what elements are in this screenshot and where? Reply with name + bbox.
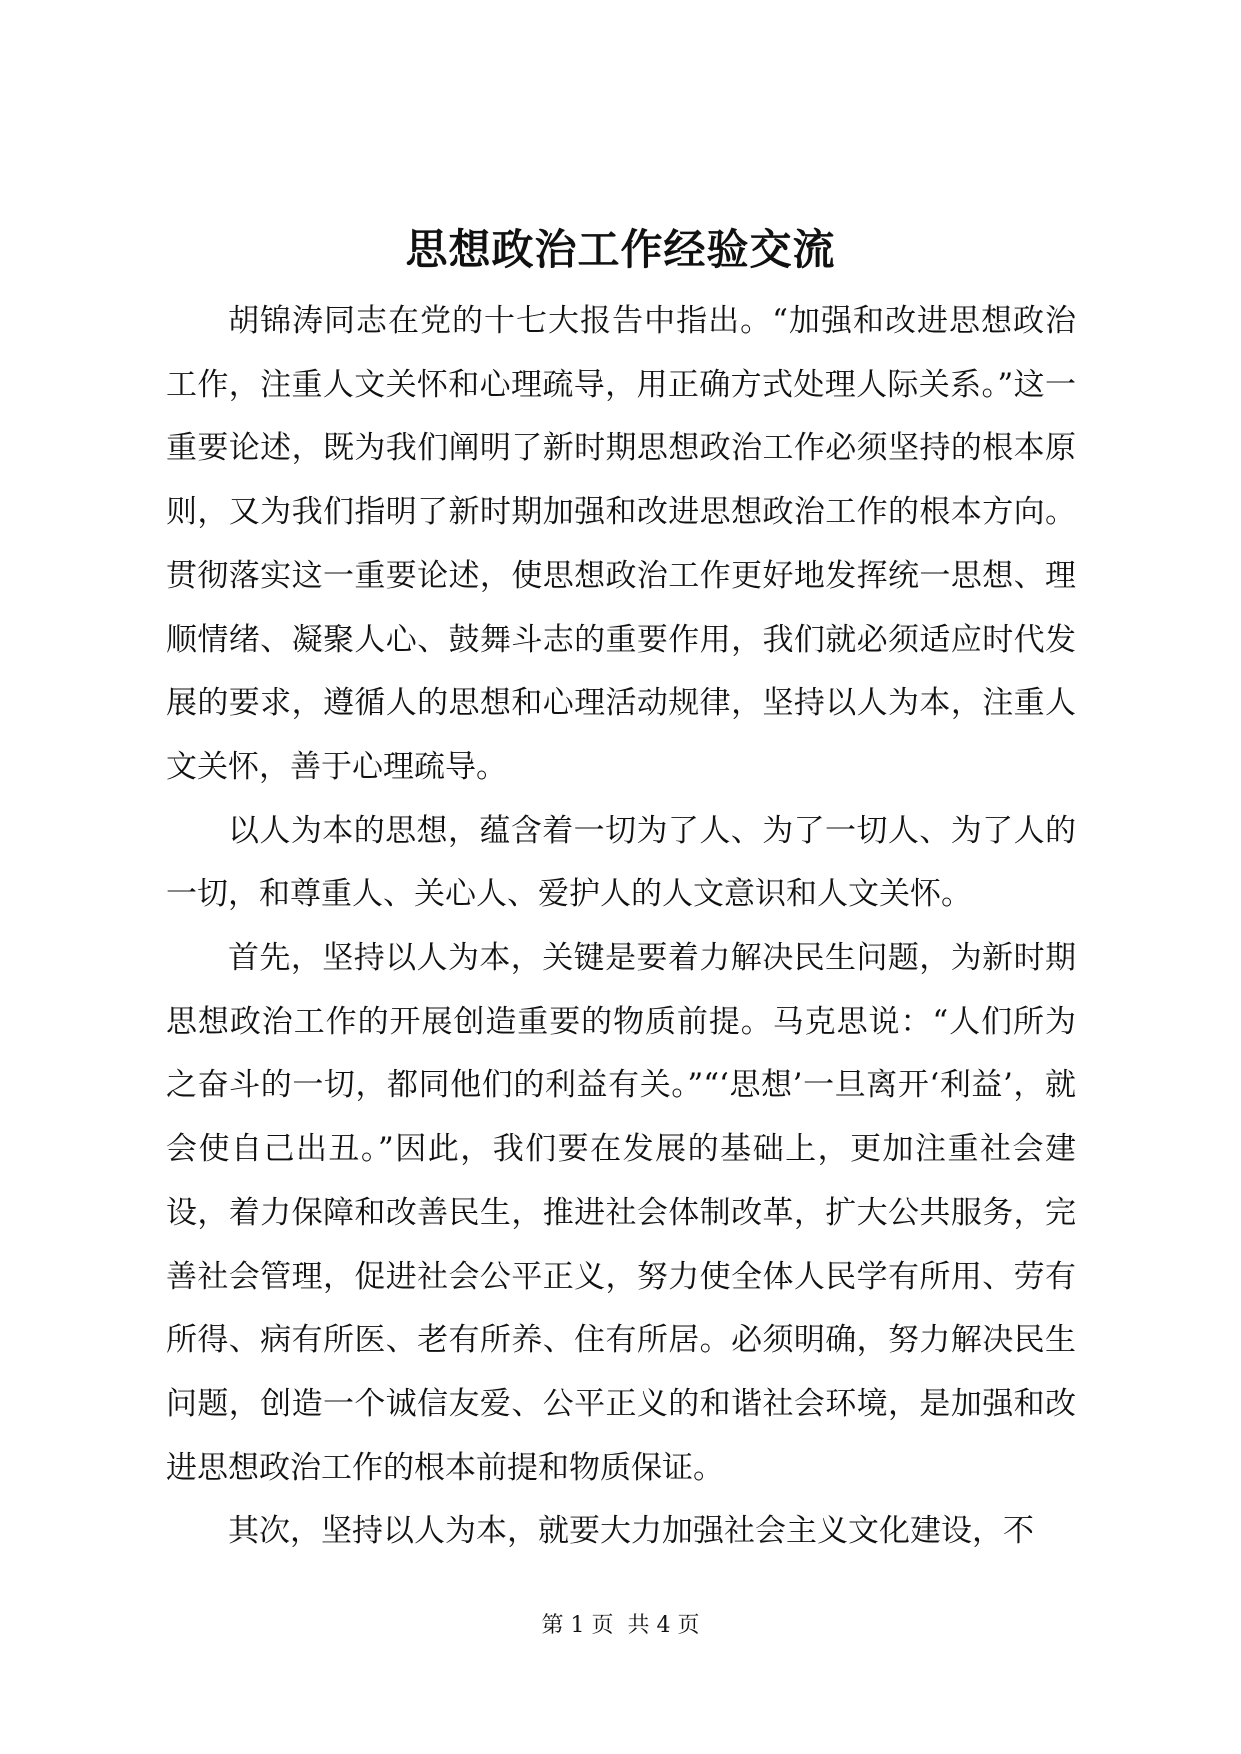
page-footer: [0, 1611, 1241, 1641]
paragraph-1: 胡锦涛同志在党的十七大报告中指出。“加强和改进思想政治工作，注重人文关怀和心理疏导，用正确方式处理人际关系。”这一重要论述，既为我们阐明了新时期思想政治工作必须坚持的根本原则，又为我们指明了新时期加强和改进思想政治工作的根本方向。贯彻落实这一重要论述，使思想政治工作更好地发挥统一思想、理顺情绪、凝聚人心、鼓舞斗志的重要作用，我们就必须适应时代发展的要求，遵循人的思想和心理活动规律，坚持以人为本，注重人文关怀，善于心理疏导。: [166, 303, 1076, 785]
document-title: 思想政治工作经验交流: [405, 225, 836, 274]
paragraph-3: 首先，坚持以人为本，关键是要着力解决民生问题，为新时期思想政治工作的开展创造重要的物质前提。马克思说：“人们所为之奋斗的一切，都同他们的利益有关。”“‘思想’一旦离开‘利益’，就会使自己出丑。”因此，我们要在发展的基础上，更加注重社会建设，着力保障和改善民生，推进社会体制改革，扩大公共服务，完善社会管理，促进社会公平正义，努力使全体人民学有所用、劳有所得、病有所医、老有所养、住有所居。必须明确，努力解决民生问题，创造一个诚信友爱、公平正义的和谐社会环境，是加强和改进思想政治工作的根本前提和物质保证。: [166, 940, 1077, 1486]
paragraph-4: 其次，坚持以人为本，就要大力加强社会主义文化建设，不: [228, 1513, 1034, 1550]
page-number: 第 1 页 共 4 页: [541, 1613, 700, 1638]
document-body: [166, 290, 1076, 1564]
paragraph-2: 以人为本的思想，蕴含着一切为了人、为了一切人、为了人的一切，和尊重人、关心人、爱护人的人文意识和人文关怀。: [166, 812, 1076, 913]
